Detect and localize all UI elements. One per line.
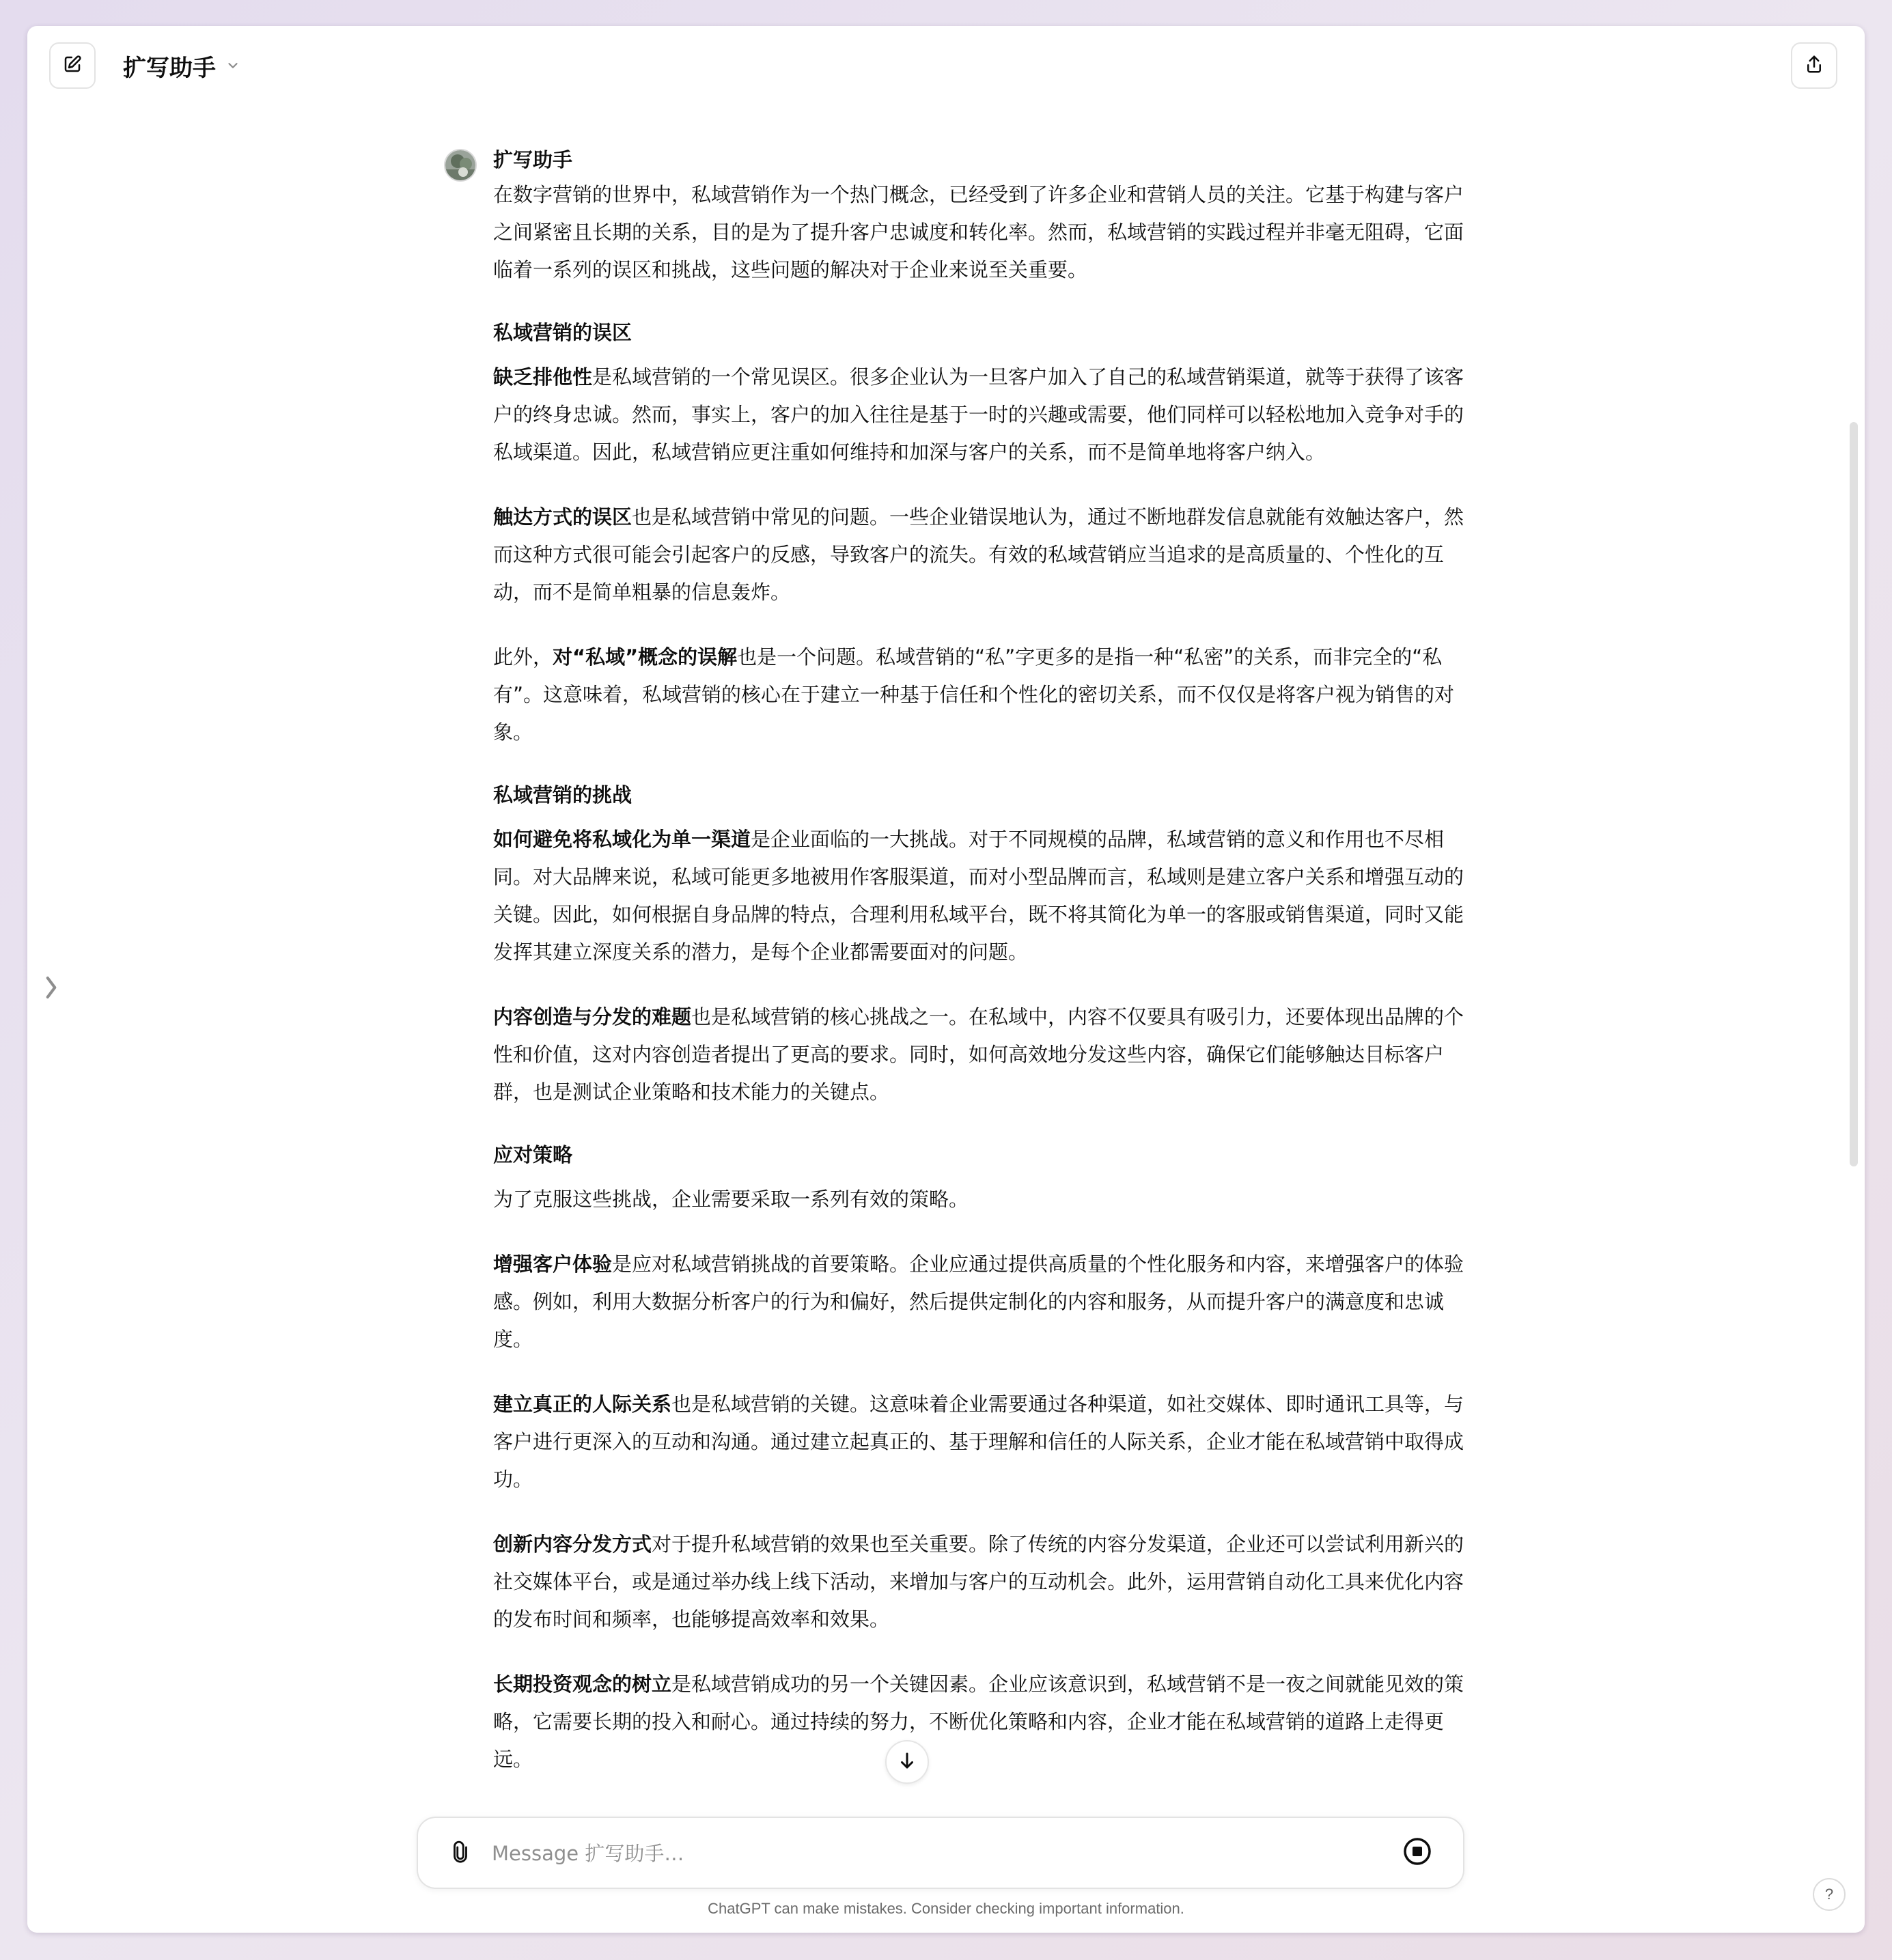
paragraph	[493, 1386, 1482, 1498]
paperclip-icon	[449, 1840, 472, 1866]
edit-icon	[62, 54, 83, 77]
bold-term: 增强客户体验	[493, 1252, 613, 1276]
message-author: 扩写助手	[493, 148, 573, 171]
stop-icon	[1402, 1836, 1432, 1869]
paragraph	[493, 1526, 1482, 1638]
paragraph	[493, 1666, 1482, 1778]
scroll-down-button[interactable]	[885, 1740, 929, 1784]
paragraph-text: 也是私域营销的核心挑战之一。在私域中，内容不仅要具有吸引力，还要体现出品牌的个性和价值，这对内容创造者提出了更高的要求。同时，如何高效地分发这些内容，确保它们能够触达目标客户群，也是测试企业策略和技术能力的关键点。	[493, 1005, 1464, 1104]
paragraph-text: 也是私域营销中常见的问题。一些企业错误地认为，通过不断地群发信息就能有效触达客户，然而这种方式很可能会引起客户的反感，导致客户的流失。有效的私域营销应当追求的是高质量的、个性化的互动，而不是简单粗暴的信息轰炸。	[493, 505, 1464, 604]
model-selector[interactable]	[123, 46, 240, 85]
section-heading: 私域营销的误区	[493, 321, 632, 344]
bold-term: 对“私域”概念的误解	[553, 645, 738, 669]
paragraph	[493, 1246, 1482, 1358]
bold-term: 缺乏排他性	[493, 365, 593, 389]
paragraph-text: 对于提升私域营销的效果也至关重要。除了传统的内容分发渠道，企业还可以尝试利用新兴的社交媒体平台，或是通过举办线上线下活动，来增加与客户的互动机会。此外，运用营销自动化工具来优化内容的发布时间和频率，也能够提高效率和效果。	[493, 1532, 1464, 1631]
paragraph-text: 是企业面临的一大挑战。对于不同规模的品牌，私域营销的意义和作用也不尽相同。对大品牌来说，私域可能更多地被用作客服渠道，而对小型品牌而言，私域则是建立客户关系和增强互动的关键。因此，如何根据自身品牌的特点，合理利用私域平台，既不将其简化为单一的客服或销售渠道，同时又能发挥其建立深度关系的潜力，是每个企业都需要面对的问题。	[493, 828, 1464, 964]
paragraph	[493, 359, 1482, 471]
avatar	[444, 149, 477, 182]
paragraph-prefix: 此外，	[493, 645, 553, 669]
paragraph	[493, 639, 1482, 751]
attach-button[interactable]	[443, 1836, 478, 1871]
intro-paragraph: 在数字营销的世界中，私域营销作为一个热门概念，已经受到了许多企业和营销人员的关注。它基于构建与客户之间紧密且长期的关系，目的是为了提升客户忠诚度和转化率。然而，私域营销的实践过程并非毫无阻碍，它面临着一系列的误区和挑战，这些问题的解决对于企业来说至关重要。	[493, 183, 1464, 281]
bold-term: 如何避免将私域化为单一渠道	[493, 828, 751, 851]
stop-generating-button[interactable]	[1399, 1834, 1436, 1871]
bold-term: 创新内容分发方式	[493, 1532, 652, 1556]
paragraph-text: 是私域营销的一个常见误区。很多企业认为一旦客户加入了自己的私域营销渠道，就等于获得了该客户的终身忠诚。然而，事实上，客户的加入往往是基于一时的兴趣或需要，他们同样可以轻松地加入竞争对手的私域渠道。因此，私域营销应更注重如何维持和加深与客户的关系，而不是简单地将客户纳入。	[493, 365, 1464, 464]
bold-term: 长期投资观念的树立	[493, 1672, 672, 1696]
model-name: 扩写助手	[123, 54, 216, 82]
message-input[interactable]	[490, 1832, 1381, 1875]
sidebar-toggle[interactable]	[40, 968, 63, 1009]
composer	[417, 1817, 1464, 1889]
scrollbar[interactable]	[1850, 422, 1858, 1166]
paragraph-text: 也是一个问题。私域营销的“私”字更多的是指一种“私密”的关系，而非完全的“私有”。这意味着，私域营销的核心在于建立一种基于信任和个性化的密切关系，而不仅仅是将客户视为销售的对象。	[493, 645, 1455, 744]
bold-term: 内容创造与分发的难题	[493, 1005, 692, 1028]
paragraph	[493, 499, 1482, 611]
help-button[interactable]: ?	[1813, 1878, 1846, 1911]
share-icon	[1804, 54, 1824, 77]
bold-term: 触达方式的误区	[493, 505, 632, 529]
paragraph	[493, 998, 1482, 1111]
paragraph-text: 也是私域营销的关键。这意味着企业需要通过各种渠道，如社交媒体、即时通讯工具等，与客户进行更深入的互动和沟通。通过建立起真正的、基于理解和信任的人际关系，企业才能在私域营销中取得成功。	[493, 1392, 1464, 1491]
chat-window	[27, 26, 1865, 1933]
bold-term: 建立真正的人际关系	[493, 1392, 672, 1416]
chevron-right-icon	[44, 973, 59, 1005]
chevron-down-icon	[225, 52, 240, 79]
arrow-down-icon	[897, 1750, 917, 1774]
paragraph	[493, 821, 1482, 971]
header	[27, 26, 1865, 108]
section-heading: 应对策略	[493, 1143, 573, 1166]
message-content	[493, 146, 1482, 1806]
paragraph-text: 是应对私域营销挑战的首要策略。企业应通过提供高质量的个性化服务和内容，来增强客户的体验感。例如，利用大数据分析客户的行为和偏好，然后提供定制化的内容和服务，从而提升客户的满意度和忠诚度。	[493, 1252, 1464, 1351]
paragraph-text: 是私域营销成功的另一个关键因素。企业应该意识到，私域营销不是一夜之间就能见效的策略，它需要长期的投入和耐心。通过持续的努力，不断优化策略和内容，企业才能在私域营销的道路上走得更远。	[493, 1672, 1464, 1771]
share-button[interactable]	[1791, 42, 1837, 89]
disclaimer: ChatGPT can make mistakes. Consider checking important information.	[708, 1900, 1184, 1917]
new-chat-button[interactable]	[49, 42, 96, 89]
paragraph: 为了克服这些挑战，企业需要采取一系列有效的策略。	[493, 1188, 969, 1211]
section-heading: 私域营销的挑战	[493, 783, 632, 807]
